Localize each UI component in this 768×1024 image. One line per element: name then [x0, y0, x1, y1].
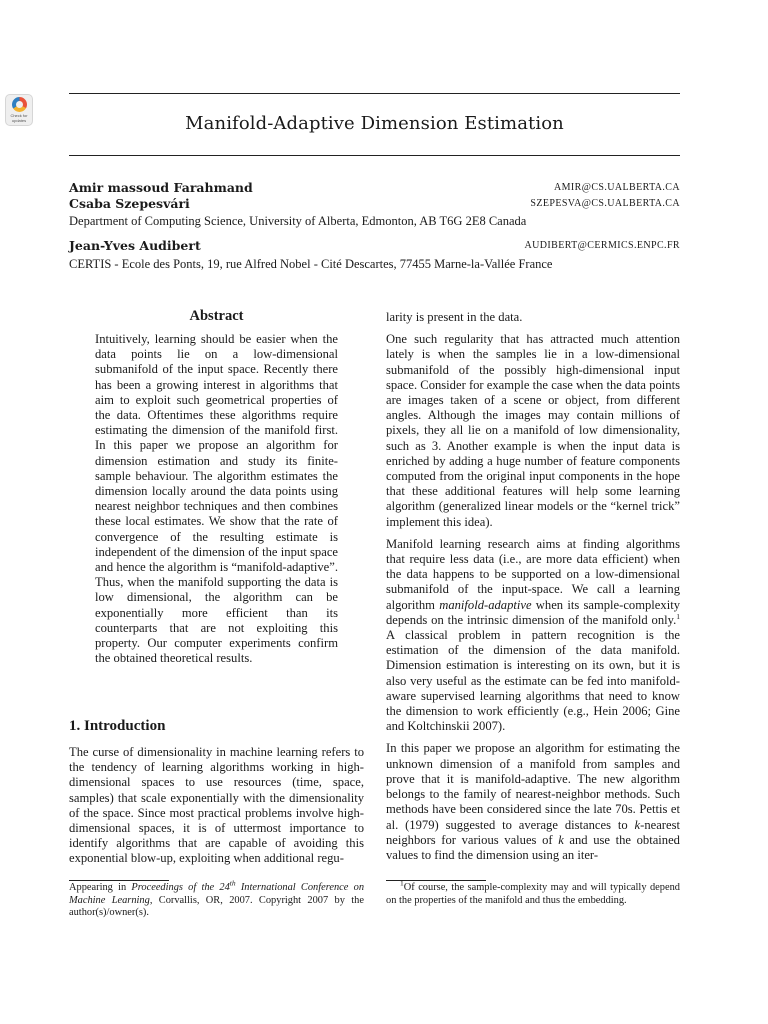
right-column	[386, 310, 680, 863]
crossmark-icon	[12, 97, 27, 112]
right-paragraph-1: One such regularity that has attracted much attention lately is when the samples lie in a low-dimensional submanifold of the possibly high-dimensional input space. Consider for example the case when the data points are images taken of a scene or object, from different angles. Although the images may contain millions of pixels, they all lie on a manifold of low dimensionality, such as 3. Another example is when the input data is enriched by adding a huge number of feature components computed from the original input components in the hope that these additional features will help some learning algorithm (generalized linear models or the “kernel trick” implement this idea).	[386, 332, 680, 529]
affiliation-2: CERTIS - Ecole des Ponts, 19, rue Alfred Nobel - Cité Descartes, 77455 Marne-la-Vallée France	[69, 257, 553, 271]
affiliation-1: Department of Computing Science, University of Alberta, Edmonton, AB T6G 2E8 Canada	[69, 214, 527, 228]
abstract-body	[95, 332, 338, 666]
footnote-venue: Proceedings of the 24	[131, 882, 230, 893]
footnote-right	[386, 878, 680, 907]
badge-line-2: updates	[11, 118, 27, 123]
abstract-heading: Abstract	[189, 308, 244, 324]
text-span: when its sample-complexity depends on the intrinsic dimension of the manifold only.	[386, 597, 680, 627]
footnote-marker[interactable]: 1	[676, 611, 680, 621]
section-heading-introduction: 1. Introduction	[69, 718, 166, 734]
footnote-text: , Corvallis, OR, 2007. Copyright 2007 by the author(s)/owner(s).	[69, 894, 364, 919]
footnote-number: 1	[400, 878, 404, 888]
right-paragraph-3	[386, 741, 680, 863]
author-name: Jean-Yves Audibert	[69, 238, 201, 253]
footnote-left	[69, 878, 365, 920]
paper-title: Manifold-Adaptive Dimension Estimation	[185, 113, 564, 134]
title-rule-bottom	[69, 155, 680, 156]
author-name: Amir massoud Farahmand	[69, 180, 253, 195]
author-row-2	[69, 196, 680, 214]
abstract-text: Intuitively, learning should be easier when the data points lie on a low-dimensional submanifold of the input space. Recently there has been a growing interest in algorithms that aim to exploit such geometrical properties of the data. Oftentimes these algorithms require estimating the dimension of the manifold first. In this paper we propose an algorithm for dimension estimation and study its finite-sample behaviour. The algorithm estimates the dimension locally around the data points using nearest neighbor techniques and then combines these local estimates. We show that the rate of convergence of the resulting estimate is independent of the dimension of the input space and hence the algorithm is “manifold-adaptive”. Thus, when the manifold supporting the data is low dimensional, the algorithm can be exponentially more efficient than its counterparts that are not exploiting this property. Our computer experiments confirm the obtained theoretical results.	[95, 332, 338, 666]
text-span: and use the obtained values to find the dimension using an iter-	[386, 832, 680, 862]
author-row-3	[69, 238, 680, 256]
right-paragraph-0: larity is present in the data.	[386, 310, 523, 324]
text-span: -nearest neighbors for various values of	[386, 817, 680, 847]
check-for-updates-badge[interactable]	[5, 94, 33, 126]
emphasis-term: manifold-adaptive	[439, 597, 532, 612]
badge-line-1: Check for	[10, 113, 28, 118]
right-paragraph-2	[386, 537, 680, 735]
footnote-superscript: th	[229, 878, 236, 888]
math-variable: k	[558, 832, 564, 847]
text-span: In this paper we propose an algorithm for estimating the unknown dimension of a manifold from samples and prove that it is manifold-adaptive. The new algorithm belongs to the family of nearest-neighbor methods. Such methods have been considered since the late 70s. Pettis et al. (1979) suggested to average distances to	[386, 741, 680, 832]
author-email[interactable]: SZEPESVA@CS.UALBERTA.CA	[530, 198, 680, 209]
text-span: A classical problem in pattern recognition is the estimation of the dimension of the data manifold. Dimension estimation is interesting on its own, but it is also very useful as the estimate can be fed into manifold-aware supervised learning algorithms that need to know the dimension to work efficiently (e.g., Hein 2006; Gine and Koltchinskii 2007).	[386, 628, 680, 734]
footnote-text: Of course, the sample-complexity may and will typically depend on the properties of the manifold and thus the embedding.	[386, 882, 680, 906]
footnote-rule-left	[69, 880, 169, 881]
footnote-venue: International Conference on Machine Learning	[69, 882, 365, 906]
footnote-text: Appearing in	[69, 882, 132, 893]
author-email[interactable]: AMIR@CS.UALBERTA.CA	[554, 182, 680, 193]
title-rule-top	[69, 93, 680, 94]
text-span: Manifold learning research aims at finding algorithms that require less data (i.e., are more data efficient) when the data happens to be supported on a low-dimensional submanifold of the input-space. We call a learning algorithm	[386, 536, 680, 612]
author-name: Csaba Szepesvári	[69, 196, 190, 211]
intro-paragraph-1: The curse of dimensionality in machine learning refers to the tendency of learning algorithms working in high-dimensional spaces to use resources (time, space, samples) that scale exponentially with the dimensionality of the space. Since most practical problems involve high-dimensional spaces, it is of uttermost importance to identify algorithms that are capable of avoiding this exponential blow-up, exploiting when additional regu-	[69, 745, 364, 866]
math-variable: k	[634, 817, 641, 832]
intro-left-column	[69, 745, 364, 867]
author-email[interactable]: AUDIBERT@CERMICS.ENPC.FR	[524, 240, 680, 251]
